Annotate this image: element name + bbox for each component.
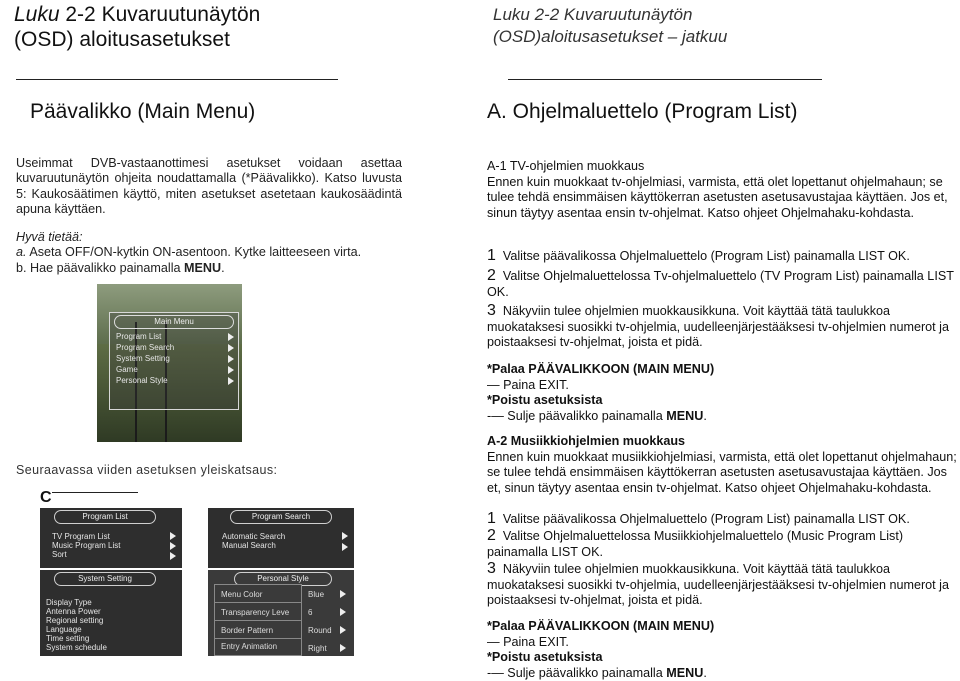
arrow-right-icon bbox=[340, 626, 346, 634]
personal-style-title: Personal Style bbox=[234, 572, 332, 586]
tip-a-prefix: a. bbox=[16, 245, 27, 260]
program-list-item: Sort bbox=[52, 550, 67, 559]
step-number: 3 bbox=[487, 560, 496, 577]
a1-exit-text: Sulje päävalikko painamalla bbox=[507, 408, 667, 423]
menu-item-personal-style bbox=[110, 375, 238, 386]
a1-block bbox=[487, 159, 957, 221]
step-text: Valitse päävalikossa Ohjelmaluettelo (Program List) painamalla LIST OK. bbox=[502, 249, 910, 263]
tip-a bbox=[16, 245, 416, 260]
main-menu-screenshot bbox=[97, 284, 242, 442]
program-list-panel bbox=[40, 508, 182, 568]
a1-exit-title: *Poistu asetuksista bbox=[487, 393, 603, 407]
a2-back-title: *Palaa PÄÄVALIKKOON (MAIN MENU) bbox=[487, 619, 715, 633]
right-chapter-title-line2: (OSD)aloitusasetukset – jatkuu bbox=[493, 27, 728, 46]
a2-intro: Ennen kuin muokkaat musiikkiohjelmiasi, varmista, että olet lopettanut ohjelmahaun; se tulee tehdä ensimmäisen käyttökerran asetusten asetusavustajaa käyttäen. Jos et, sinun täytyy asentaa ensin tv-ohjelmat. Katso ohjeet Ohjelmahaku-kohdasta. bbox=[487, 449, 957, 495]
arrow-right-icon bbox=[340, 590, 346, 598]
step-text: Näkyviin tulee ohjelmien muokkausikkuna. Voit käyttää tätä taulukkoa muokataksesi suosikki tv-ohjelmia, uudelleenjärjestääksesi tv-ohjelmien numerot ja poistaaksesi tv-ohjelmat, joista et pidä. bbox=[487, 562, 949, 607]
menu-item-label: Program Search bbox=[116, 343, 175, 352]
step-text: Valitse Ohjelmaluettelossa Musiikkiohjelmaluettelo (Music Program List) painamalla LIST OK. bbox=[487, 529, 904, 559]
arrow-right-icon bbox=[228, 377, 234, 385]
step-text: Valitse päävalikossa Ohjelmaluettelo (Program List) painamalla LIST OK. bbox=[502, 512, 910, 526]
menu-item-label: Program List bbox=[116, 332, 162, 341]
step-number: 2 bbox=[487, 527, 496, 544]
step-number: 1 bbox=[487, 510, 496, 527]
arrow-right-icon bbox=[228, 344, 234, 352]
section-heading: Päävalikko (Main Menu) bbox=[30, 100, 256, 123]
chapter-word: Luku bbox=[14, 3, 60, 26]
arrow-right-icon bbox=[340, 608, 346, 616]
menu-item-label: Game bbox=[116, 365, 138, 374]
style-row-animation: Entry Animation bbox=[214, 638, 302, 656]
style-value: Blue bbox=[308, 590, 325, 599]
program-list-title: Program List bbox=[54, 510, 156, 524]
overview-letter: C bbox=[40, 489, 52, 506]
system-setting-item: Display Type bbox=[46, 598, 92, 607]
menu-item-system-setting bbox=[110, 353, 238, 364]
step-number: 1 bbox=[487, 247, 496, 264]
a1-back-line: — Paina EXIT. bbox=[487, 377, 569, 392]
right-chapter-title bbox=[493, 4, 727, 48]
program-search-title: Program Search bbox=[230, 510, 332, 524]
tip-b bbox=[16, 261, 416, 276]
a2-back-text: Paina EXIT. bbox=[503, 634, 569, 649]
arrow-right-icon bbox=[228, 366, 234, 374]
a2-step-3 bbox=[487, 561, 957, 609]
step-text: Valitse Ohjelmaluettelossa Tv-ohjelmaluettelo (TV Program List) painamalla LIST OK. bbox=[487, 269, 954, 299]
a2-exit-title: *Poistu asetuksista bbox=[487, 650, 603, 664]
a1-title: A-1 TV-ohjelmien muokkaus bbox=[487, 159, 645, 173]
menu-item-game bbox=[110, 364, 238, 375]
a2-title: A-2 Musiikkiohjelmien muokkaus bbox=[487, 434, 686, 448]
a2-back-block bbox=[487, 619, 957, 681]
a2-exit-bold: MENU bbox=[666, 665, 704, 680]
overview-rule bbox=[52, 492, 138, 493]
personal-style-panel bbox=[208, 570, 354, 656]
menu-item-label: Personal Style bbox=[116, 376, 168, 385]
style-row-transparency: Transparency Leve bbox=[214, 602, 302, 624]
a1-back-text: Paina EXIT. bbox=[503, 377, 569, 392]
tip-block bbox=[16, 230, 416, 276]
menu-item-label: System Setting bbox=[116, 354, 170, 363]
arrow-right-icon bbox=[170, 542, 176, 550]
intro-paragraph: Useimmat DVB-vastaanottimesi asetukset voidaan asettaa kuvaruutunäytön ohjeita noudattamalla (*Päävalikko). Katso luvusta 5: Kaukosäätimen käyttö, miten asetukset asetetaan kaukosäädintä apuna käyttäen. bbox=[16, 156, 402, 217]
system-setting-item: Time setting bbox=[46, 634, 90, 643]
right-chapter-title-rest: 2-2 Kuvaruutunäytön bbox=[529, 5, 693, 24]
tip-b-text: Hae päävalikko painamalla bbox=[26, 260, 185, 275]
a2-step-2 bbox=[487, 528, 957, 560]
arrow-right-icon bbox=[342, 543, 348, 551]
style-row-menu-color: Menu Color bbox=[214, 584, 302, 606]
a1-back-title: *Palaa PÄÄVALIKKOON (MAIN MENU) bbox=[487, 362, 715, 376]
system-setting-item: System schedule bbox=[46, 643, 107, 652]
a1-intro: Ennen kuin muokkaat tv-ohjelmiasi, varmista, että olet lopettanut ohjelmahaun; se tulee tehdä ensimmäisen käyttökerran asetusten asetusavustajaa käyttäen. Jos et, sinun täytyy asentaa ensin tv-ohjelmat. Katso ohjeet Ohjelmahaku-kohdasta. bbox=[487, 174, 948, 220]
style-row-border: Border Pattern bbox=[214, 620, 302, 642]
a2-block bbox=[487, 434, 957, 496]
style-value: Right bbox=[308, 644, 327, 653]
a2-exit-text: Sulje päävalikko painamalla bbox=[507, 665, 667, 680]
chapter-title-line2: (OSD) aloitusasetukset bbox=[14, 28, 230, 51]
system-setting-title: System Setting bbox=[54, 572, 156, 586]
system-setting-item: Regional setting bbox=[46, 616, 104, 625]
right-section-heading: A. Ohjelmaluettelo (Program List) bbox=[487, 100, 798, 123]
tip-b-bold: MENU bbox=[184, 260, 222, 275]
tip-b-prefix: b. bbox=[16, 260, 27, 275]
right-divider bbox=[508, 79, 822, 80]
program-search-item: Automatic Search bbox=[222, 532, 286, 541]
arrow-right-icon bbox=[228, 333, 234, 341]
tip-b-end: . bbox=[221, 260, 225, 275]
arrow-right-icon bbox=[340, 644, 346, 652]
tip-a-text: Aseta OFF/ON-kytkin ON-asentoon. Kytke laitteeseen virta. bbox=[26, 245, 362, 260]
program-list-item: Music Program List bbox=[52, 541, 121, 550]
right-chapter-word: Luku bbox=[493, 5, 530, 24]
style-value: 6 bbox=[308, 608, 313, 617]
program-search-panel bbox=[208, 508, 354, 568]
main-menu-overlay bbox=[109, 312, 239, 410]
tip-title: Hyvä tietää: bbox=[16, 230, 83, 244]
style-value: Round bbox=[308, 626, 332, 635]
a1-back-block bbox=[487, 362, 957, 424]
a1-step-1 bbox=[487, 248, 957, 265]
arrow-right-icon bbox=[170, 532, 176, 540]
a1-exit-line: -— Sulje päävalikko painamalla MENU. bbox=[487, 408, 707, 423]
a1-exit-bold: MENU bbox=[666, 408, 704, 423]
a1-step-3 bbox=[487, 303, 957, 351]
program-list-item: TV Program List bbox=[52, 532, 110, 541]
arrow-right-icon bbox=[342, 532, 348, 540]
overview-text: Seuraavassa viiden asetuksen yleiskatsaus: bbox=[16, 463, 278, 477]
menu-item-program-list bbox=[110, 331, 238, 342]
program-search-item: Manual Search bbox=[222, 541, 276, 550]
chapter-title bbox=[14, 2, 260, 52]
step-text: Näkyviin tulee ohjelmien muokkausikkuna. Voit käyttää tätä taulukkoa muokataksesi suosikki tv-ohjelmia, uudelleenjärjestääksesi tv-ohjelmien numerot ja poistaaksesi tv-ohjelmat, joista et pidä. bbox=[487, 304, 949, 349]
left-divider bbox=[16, 79, 338, 80]
step-number: 2 bbox=[487, 267, 496, 284]
a2-back-line: — Paina EXIT. bbox=[487, 634, 569, 649]
system-setting-item: Language bbox=[46, 625, 82, 634]
menu-item-program-search bbox=[110, 342, 238, 353]
main-menu-title: Main Menu bbox=[114, 315, 234, 329]
a1-step-2 bbox=[487, 268, 957, 300]
arrow-right-icon bbox=[170, 552, 176, 560]
a2-step-1 bbox=[487, 511, 957, 528]
chapter-title-rest: 2-2 Kuvaruutunäytön bbox=[59, 3, 261, 26]
a2-exit-line: -— Sulje päävalikko painamalla MENU. bbox=[487, 665, 707, 680]
arrow-right-icon bbox=[228, 355, 234, 363]
system-setting-panel bbox=[40, 570, 182, 656]
step-number: 3 bbox=[487, 302, 496, 319]
system-setting-item: Antenna Power bbox=[46, 607, 101, 616]
